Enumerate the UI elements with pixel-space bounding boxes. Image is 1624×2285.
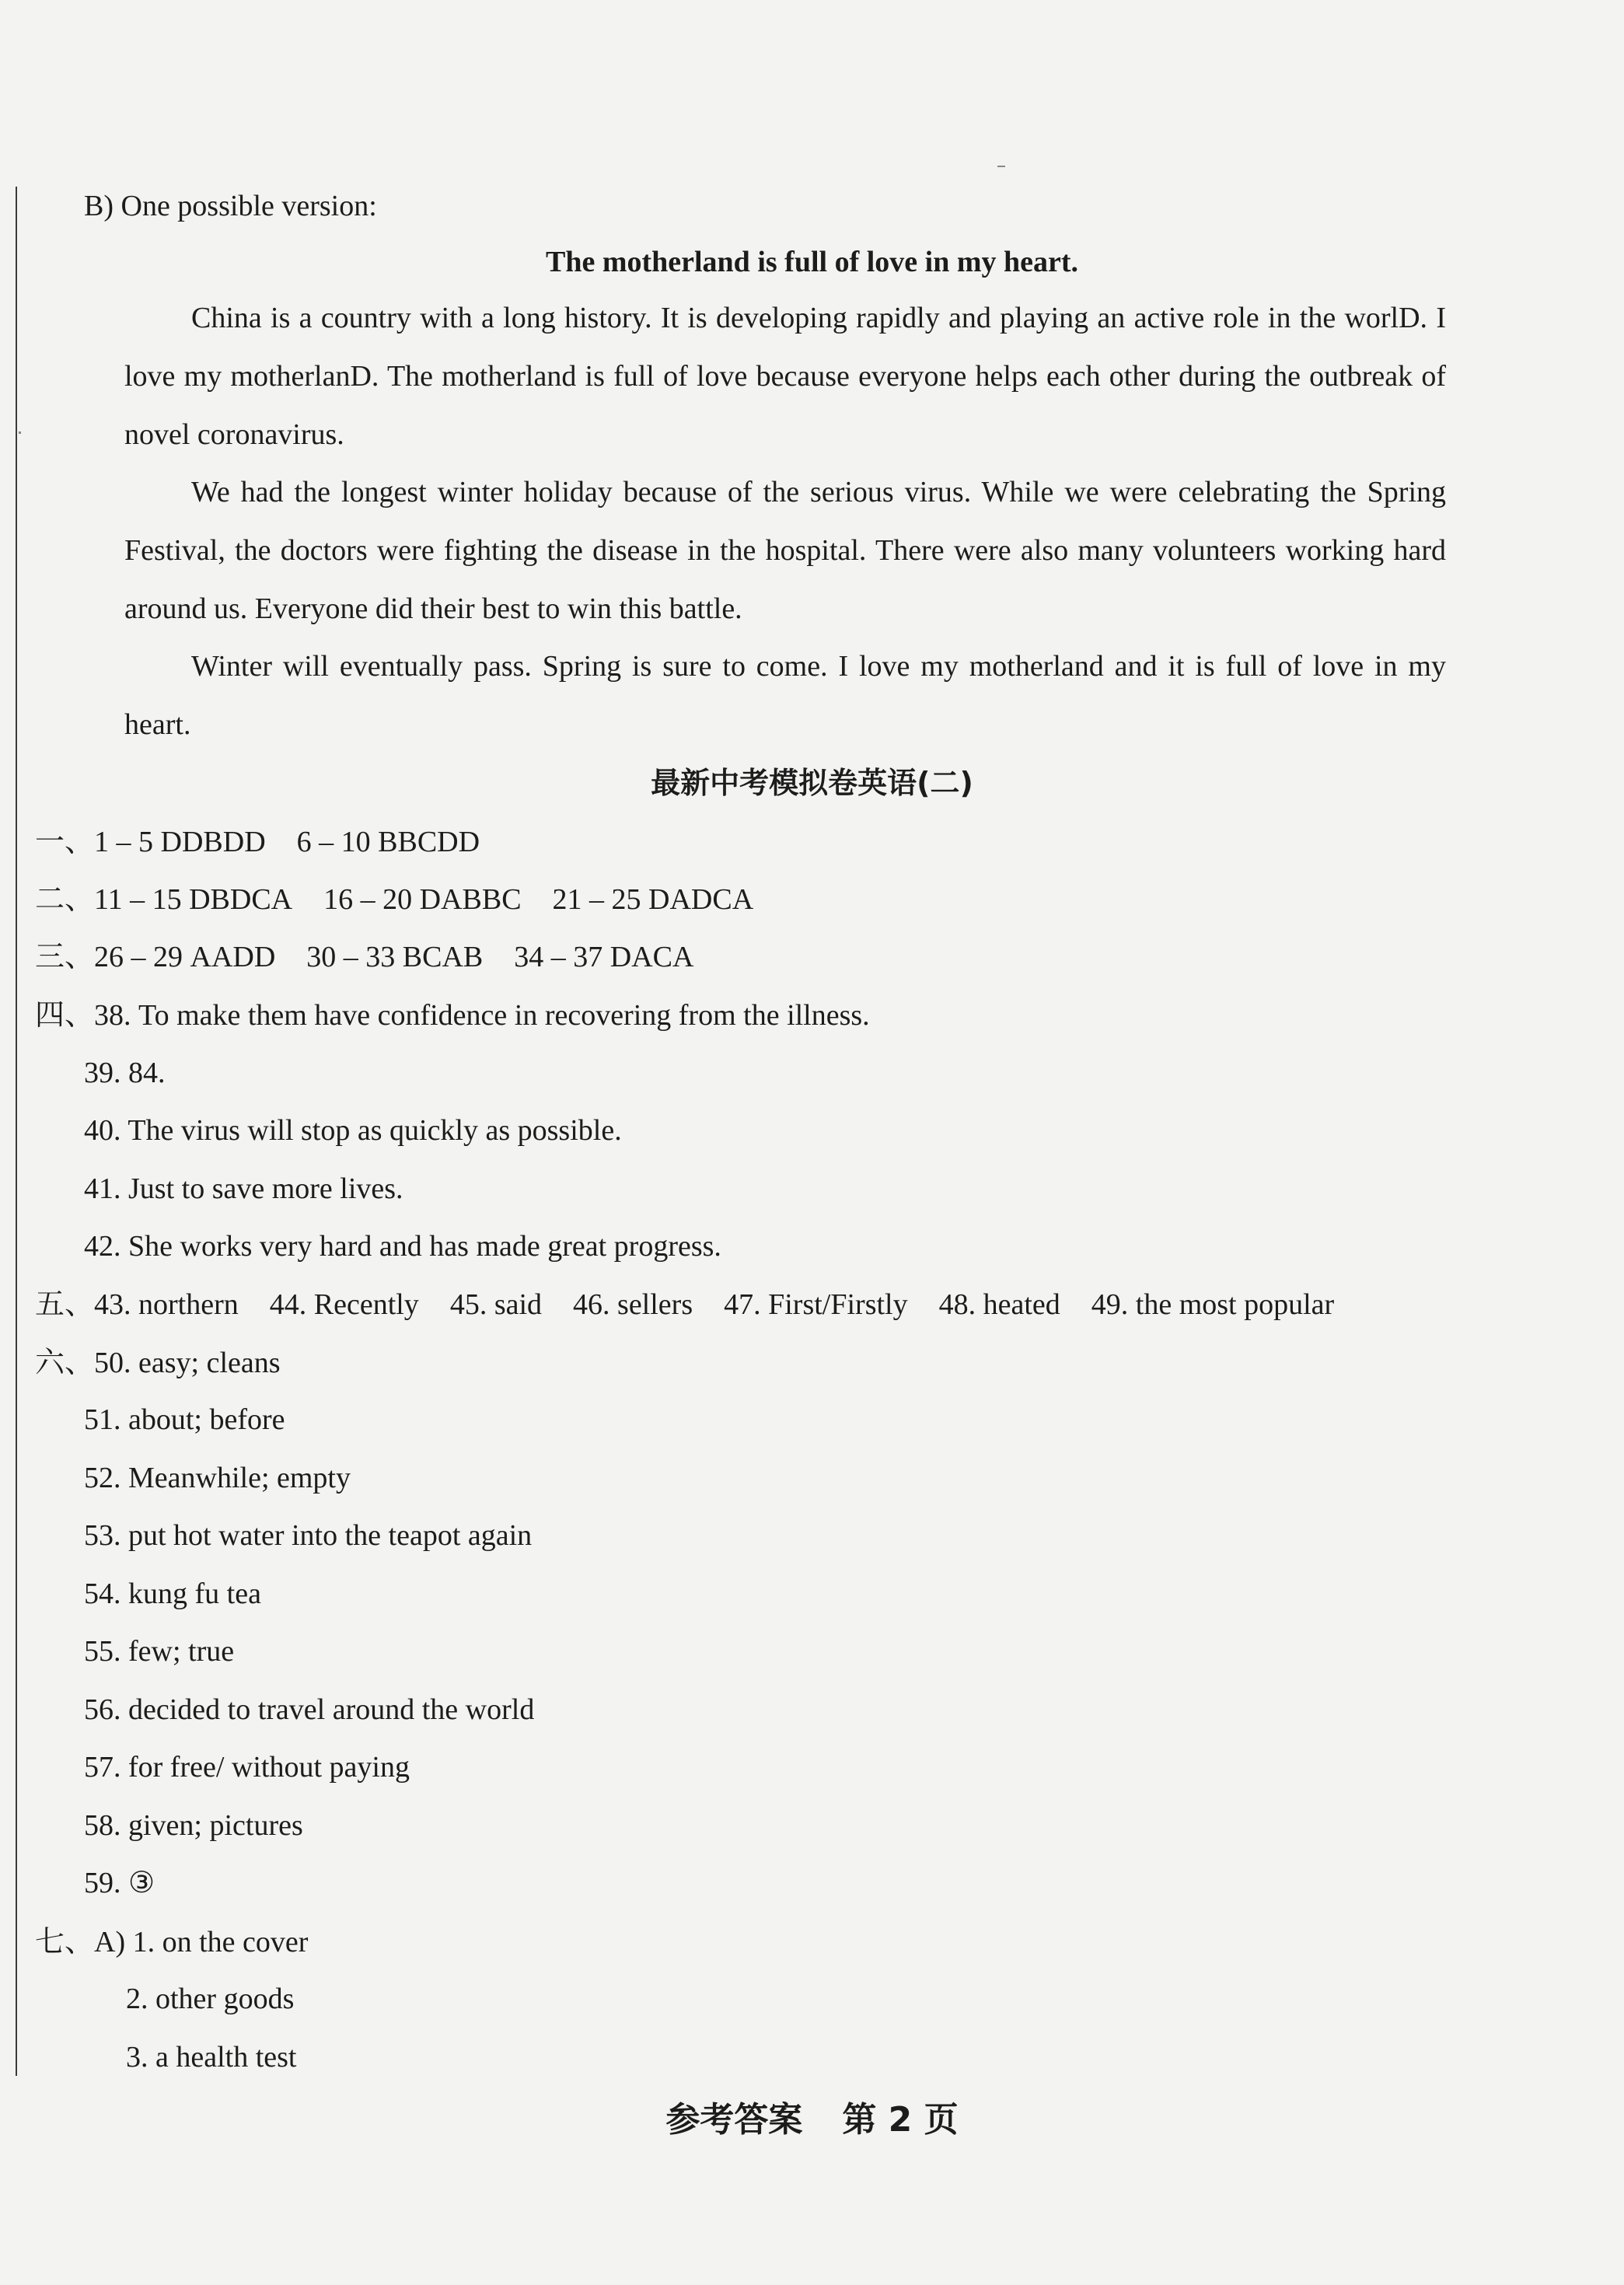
- section-prefix: 四、: [35, 998, 95, 1032]
- answer-item: 40. The virus will stop as quickly as possible.: [84, 1114, 622, 1147]
- essay-label: B) One possible version:: [84, 190, 377, 222]
- answer-item: 49. the most popular: [1091, 1288, 1335, 1321]
- answer-row-5: [35, 1287, 1365, 1322]
- answer-item: 2. other goods: [126, 1983, 295, 2015]
- answer-item: 51. about; before: [84, 1403, 285, 1436]
- answer-group: 34 – 37 DACA: [514, 941, 694, 973]
- margin-rule: [16, 187, 17, 2076]
- answer-row-3: [35, 939, 725, 974]
- answer-group: 21 – 25 DADCA: [552, 883, 754, 916]
- essay-paragraph-1: China is a country with a long history. It is developing rapidly and playing an active role in the worlD. I love my motherlanD. The motherland is full of love because everyone helps each other during the outbreak of novel coronavirus.: [124, 302, 1446, 451]
- answer-group: 26 – 29 AADD: [94, 941, 276, 973]
- answer-item: 39. 84.: [84, 1057, 166, 1089]
- page-number: 第 2 页: [842, 2100, 959, 2140]
- answer-item: 41. Just to save more lives.: [84, 1172, 403, 1205]
- section-prefix: 一、: [35, 824, 95, 858]
- section-prefix: 六、: [35, 1345, 95, 1379]
- section-prefix: 五、: [35, 1287, 95, 1321]
- answer-item: 48. heated: [938, 1288, 1060, 1321]
- answer-row-4: [35, 998, 870, 1032]
- answer-item: 53. put hot water into the teapot again: [84, 1519, 533, 1552]
- answer-item: 3. a health test: [126, 2041, 297, 2074]
- answer-group: 6 – 10 BBCDD: [296, 826, 480, 858]
- answer-item: 57. for free/ without paying: [84, 1751, 410, 1784]
- answer-row-6: [35, 1345, 281, 1380]
- answer-item: 52. Meanwhile; empty: [84, 1462, 351, 1494]
- answer-row-2: [35, 882, 784, 917]
- answer-item: 55. few; true: [84, 1635, 235, 1668]
- essay-title: The motherland is full of love in my heart.: [545, 246, 1079, 278]
- answer-row-1: [35, 824, 511, 859]
- answer-group: 1 – 5 DDBDD: [94, 826, 266, 858]
- essay-paragraph-2: We had the longest winter holiday because of the serious virus. While we were celebrating the Spring Festival, the doctors were fighting the disease in the hospital. There were also many volunteers working hard around us. Everyone did their best to win this battle.: [124, 476, 1446, 625]
- answer-item: 46. sellers: [573, 1288, 693, 1321]
- scan-speck: [997, 166, 1005, 167]
- answer-item: 45. said: [449, 1288, 543, 1321]
- essay-paragraph-3: Winter will eventually pass. Spring is sure to come. I love my motherland and it is full of love in my heart.: [124, 650, 1446, 741]
- answer-item: A) 1. on the cover: [94, 1926, 309, 1958]
- answer-item: 59. ③: [84, 1867, 155, 1899]
- answer-item: 42. She works very hard and has made great progress.: [84, 1230, 721, 1263]
- scan-speck: [19, 431, 21, 434]
- section-title: 最新中考模拟卷英语(二): [651, 766, 973, 800]
- answer-item: 50. easy; cleans: [94, 1347, 281, 1379]
- section-prefix: 二、: [35, 882, 95, 916]
- footer-label: 参考答案: [665, 2100, 803, 2140]
- answer-item: 38. To make them have confidence in recovering from the illness.: [94, 999, 870, 1032]
- answer-item: 56. decided to travel around the world: [84, 1693, 535, 1726]
- answer-group: 16 – 20 DABBC: [323, 883, 522, 916]
- answer-group: 11 – 15 DBDCA: [94, 883, 293, 916]
- page-footer: [0, 2091, 1624, 2141]
- answer-item: 54. kung fu tea: [84, 1577, 261, 1610]
- answer-item: 43. northern: [94, 1288, 239, 1321]
- answer-item: 58. given; pictures: [84, 1809, 303, 1842]
- answer-group: 30 – 33 BCAB: [306, 941, 484, 973]
- section-prefix: 七、: [35, 1924, 95, 1958]
- answer-item: 47. First/Firstly: [724, 1288, 908, 1321]
- answer-item: 44. Recently: [269, 1288, 419, 1321]
- section-prefix: 三、: [35, 939, 95, 973]
- answer-row-7: [35, 1924, 308, 1959]
